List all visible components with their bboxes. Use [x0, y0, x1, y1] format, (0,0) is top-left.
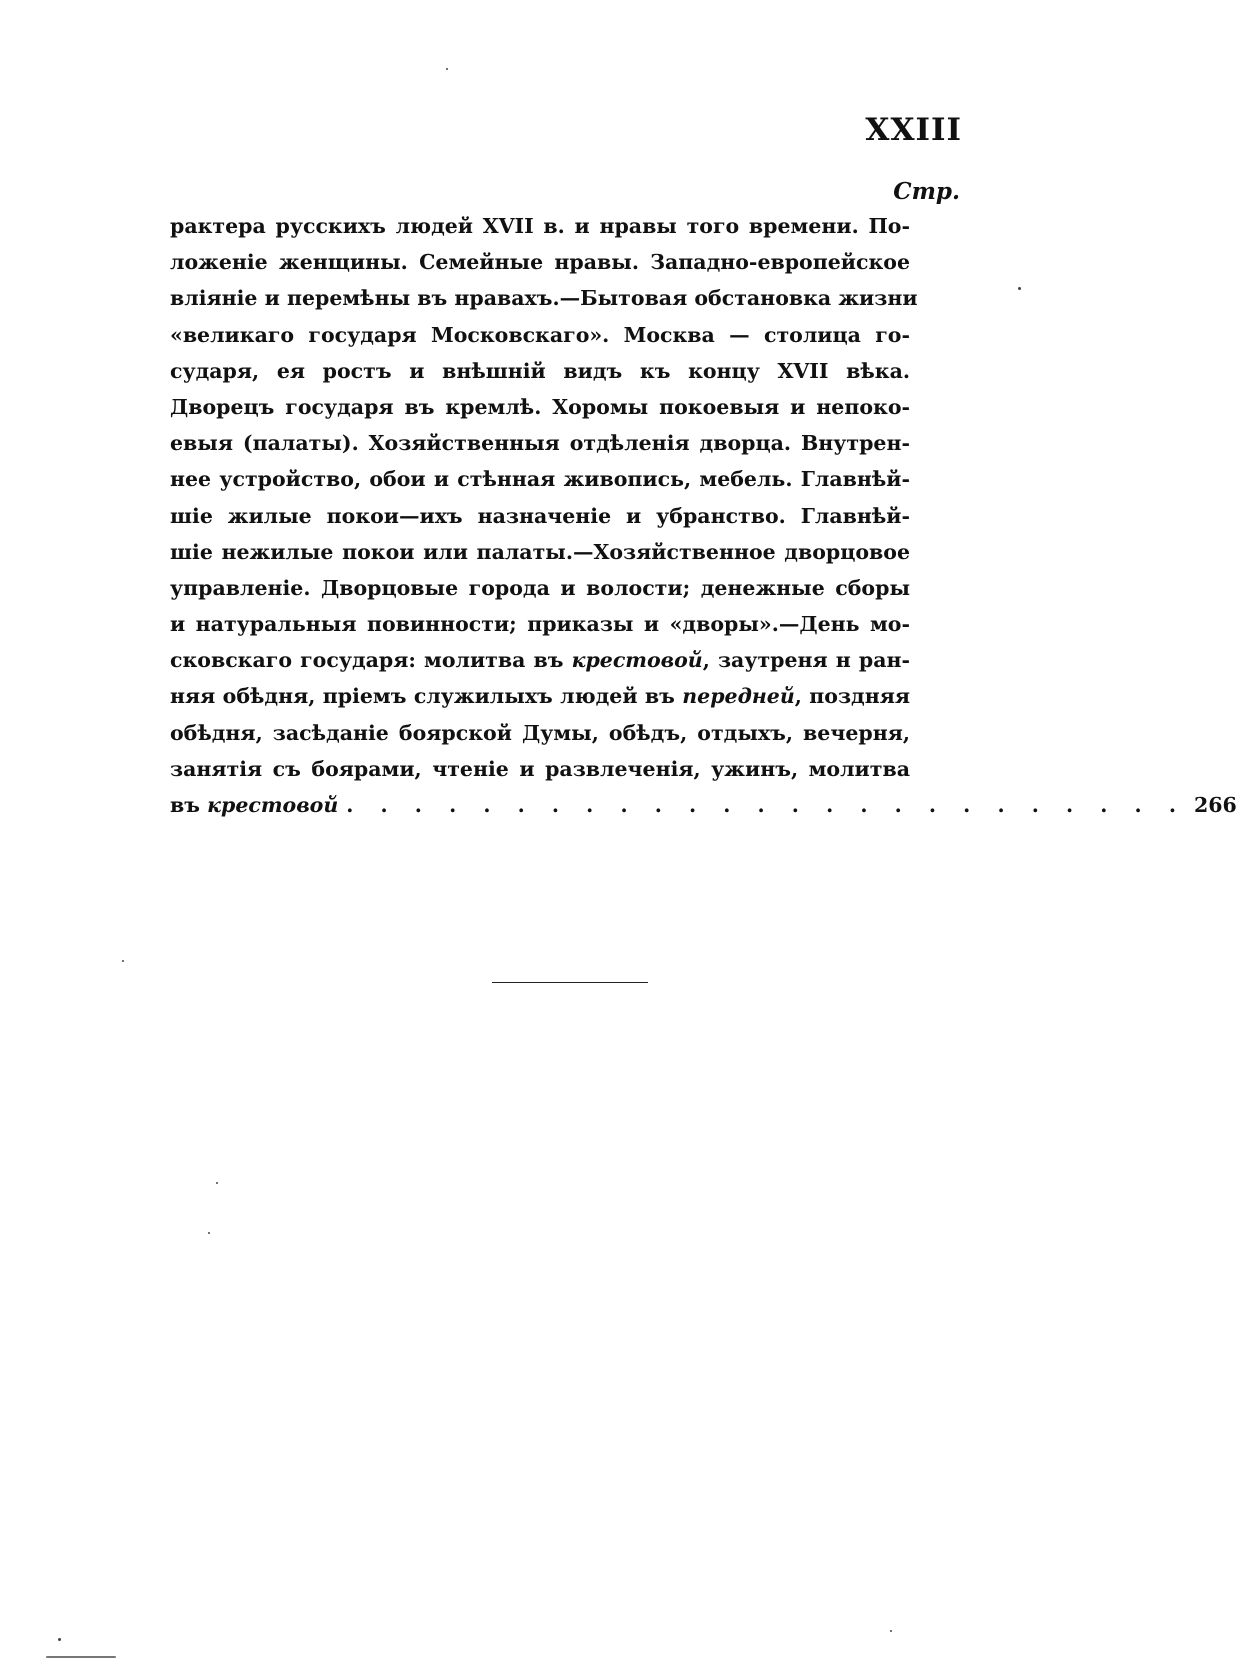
- toc-line: Дворецъ государя въ кремлѣ. Хоромы покоевыя и непоко-: [170, 394, 910, 419]
- toc-line: шіе нежилые покои или палаты.—Хозяйственное дворцовое: [170, 539, 910, 564]
- toc-line: обѣдня, засѣданіе боярской Думы, обѣдъ, отдыхъ, вечерня,: [170, 720, 910, 745]
- toc-line: нее устройство, обои и стѣнная живопись, мебель. Главнѣй-: [170, 467, 910, 492]
- toc-text-segment: [170, 787, 338, 823]
- dot-leader: . . . . . . . . . . . . . . . . . . . . . . . . .: [346, 793, 1186, 817]
- toc-text-segment: , заутреня н ран-: [702, 648, 910, 673]
- toc-text-segment: , поздняя: [794, 684, 910, 709]
- scan-speck: [208, 1232, 210, 1234]
- toc-line: евыя (палаты). Хозяйственныя отдѣленія дворца. Внутрен-: [170, 431, 910, 456]
- scan-speck: [122, 960, 124, 962]
- toc-italic-term: передней: [682, 684, 795, 709]
- toc-line: [170, 642, 910, 678]
- page-number: XXIII: [865, 112, 962, 148]
- scan-speck: [58, 1638, 61, 1641]
- scan-speck: [1018, 287, 1021, 290]
- toc-entry: [170, 208, 1237, 823]
- toc-line: управленіе. Дворцовые города и волости; денежные сборы: [170, 575, 910, 600]
- toc-line: сударя, ея ростъ и внѣшній видъ къ концу XVII вѣка.: [170, 358, 910, 383]
- toc-line: вліяніе и перемѣны въ нравахъ.—Бытовая обстановка жизни: [170, 286, 918, 311]
- toc-line: занятія съ боярами, чтеніе и развлеченія, ужинъ, молитва: [170, 756, 910, 781]
- toc-text-prefix: въ: [170, 793, 208, 817]
- page-column-label: Стр.: [893, 178, 960, 205]
- scan-speck: [446, 68, 448, 70]
- toc-line: и натуральныя повинности; приказы и «дворы».—День мо-: [170, 612, 910, 637]
- toc-line: «великаго государя Московскаго». Москва — столица го-: [170, 322, 910, 347]
- toc-line: рактера русскихъ людей XVII в. и нравы того времени. По-: [170, 214, 910, 238]
- toc-line: [170, 678, 910, 714]
- toc-last-line: [170, 787, 1237, 823]
- toc-italic-term: крестовой: [571, 648, 703, 673]
- toc-text-segment: сковскаго государя: молитва въ: [170, 648, 572, 673]
- scan-speck: [216, 1182, 218, 1184]
- section-divider-rule: [492, 982, 648, 983]
- toc-italic-term: крестовой: [207, 793, 339, 817]
- toc-line: ложеніе женщины. Семейные нравы. Западно-европейское: [170, 250, 910, 275]
- scan-speck: [890, 1630, 892, 1632]
- scan-speck: [46, 1656, 116, 1658]
- toc-line: шіе жилые покои—ихъ назначеніе и убранство. Главнѣй-: [170, 503, 910, 528]
- toc-text-segment: няя обѣдня, пріемъ служилыхъ людей въ: [170, 684, 683, 709]
- toc-page-reference: 266: [1193, 793, 1237, 817]
